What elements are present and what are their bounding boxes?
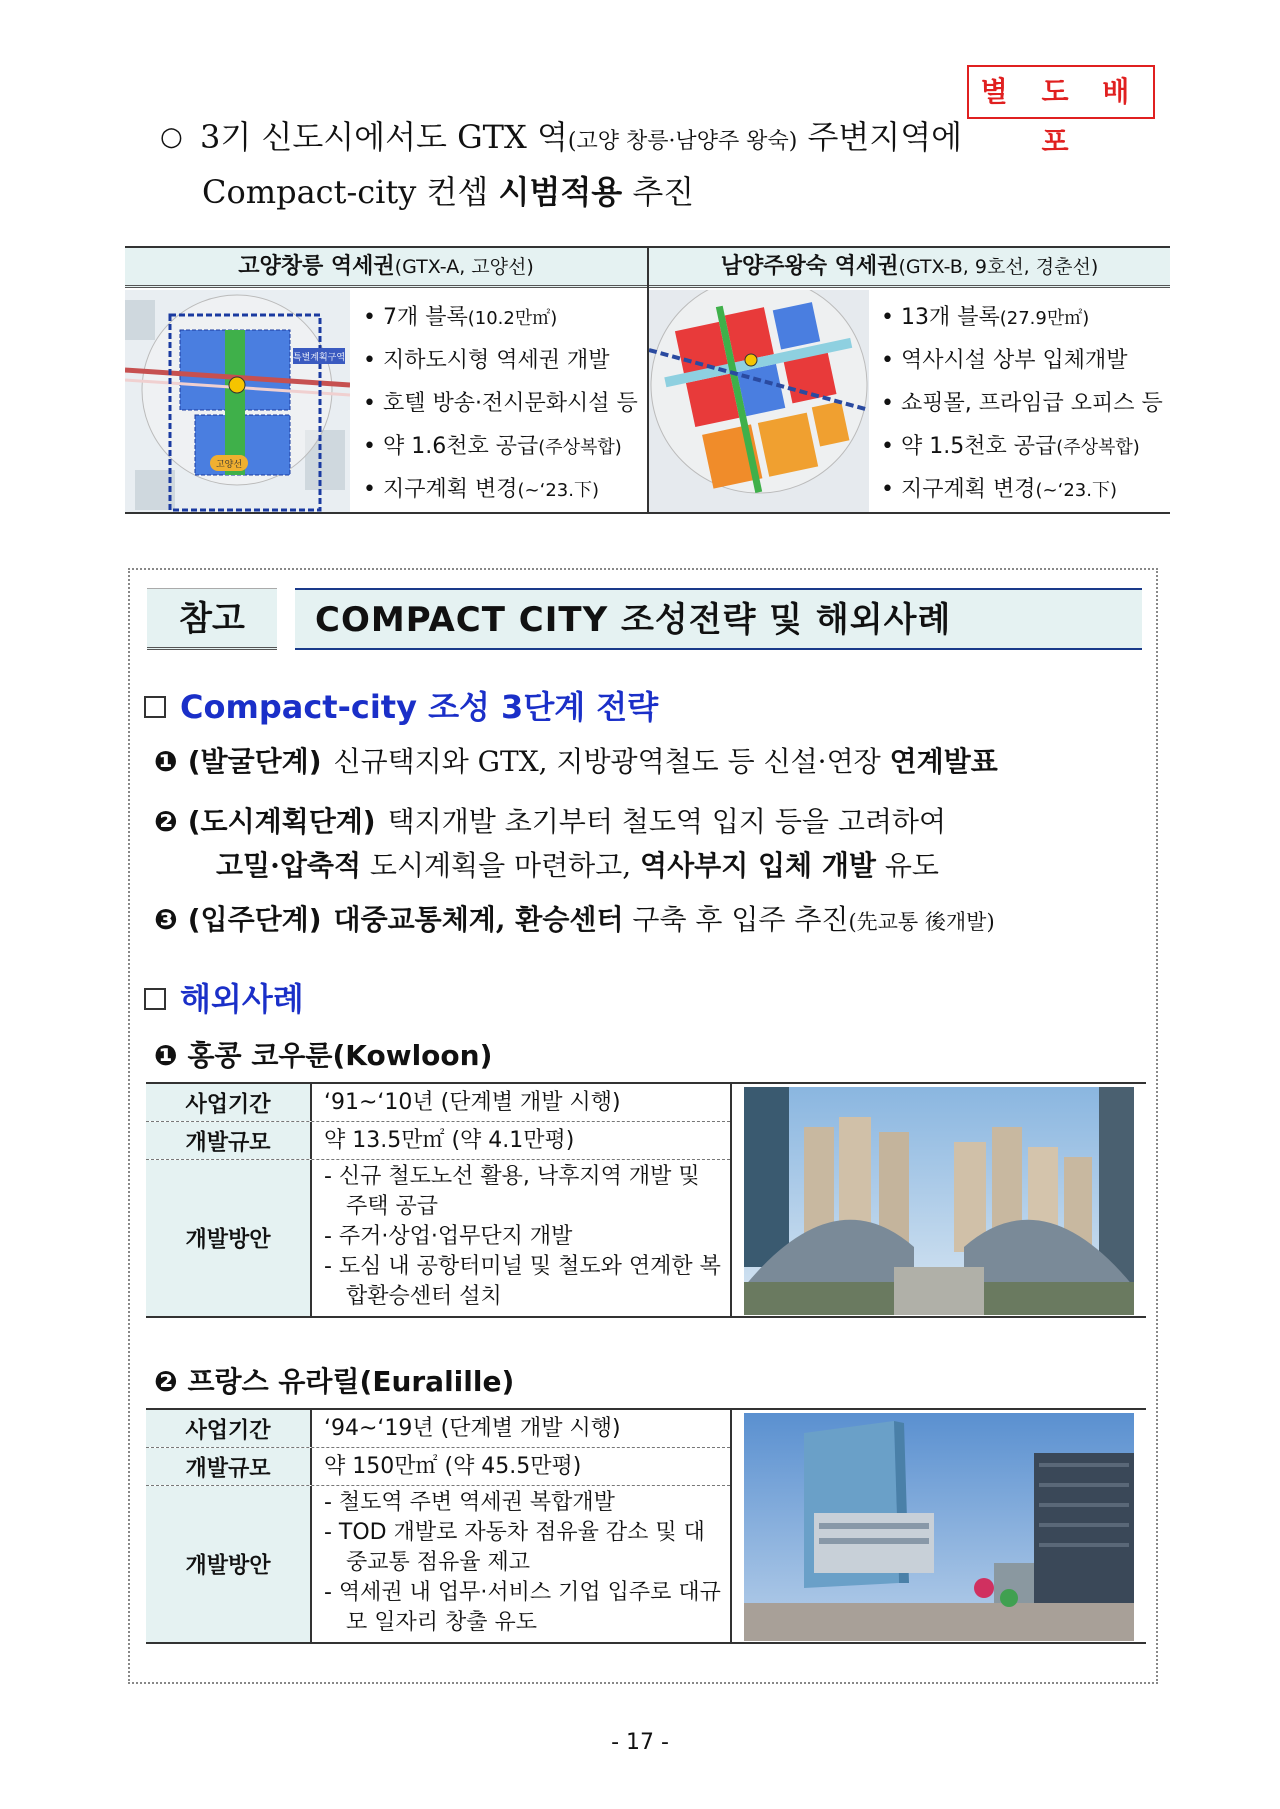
table-row	[146, 1084, 730, 1122]
list-item: • 지하도시형 역세권 개발	[363, 348, 610, 373]
table-row	[146, 1448, 730, 1486]
plan-value: - 신규 철도노선 활용, 낙후지역 개발 및 주택 공급 - 주거·상업·업무단지 개발 - 도심 내 공항터미널 및 철도와 연계한 복합환승센터 설치	[324, 1164, 721, 1309]
strategy-step-3: ❸ (입주단계) 대중교통체계, 환승센터 구축 후 입주 추진(先교통 後개발)	[154, 903, 995, 936]
namyangju-map-image	[649, 290, 869, 512]
period-key: 사업기간	[146, 1410, 312, 1447]
plan-value: - 철도역 주변 역세권 복합개발 - TOD 개발로 자동차 점유율 감소 및 대중교통 점유율 제고 - 역세권 내 업무·서비스 기업 입주로 대규모 일자리 창출 유도	[324, 1490, 721, 1635]
list-item: • 13개 블록(27.9만㎡)	[881, 305, 1090, 330]
lead-paragraph	[160, 112, 1160, 217]
table-row	[146, 1410, 730, 1448]
scale-value: 약 13.5만㎡ (약 4.1만평)	[324, 1128, 575, 1153]
distribution-stamp: 별 도 배 포	[967, 65, 1155, 119]
table-row	[146, 1122, 730, 1160]
namyangju-bullet-list	[881, 296, 1163, 511]
scale-key: 개발규모	[146, 1448, 312, 1485]
plan-key: 개발방안	[146, 1486, 312, 1642]
reference-box	[128, 568, 1158, 1684]
strategy-heading: Compact-city 조성 3단계 전략	[144, 682, 658, 728]
goyang-header: 고양창릉 역세권(GTX-A, 고양선)	[125, 248, 647, 288]
strategy-step-1: ❶ (발굴단계) 신규택지와 GTX, 지방광역철도 등 신설·연장 연계발표	[154, 745, 998, 778]
kowloon-photo	[730, 1084, 1146, 1316]
list-item: • 7개 블록(10.2만㎡)	[363, 305, 558, 330]
lead-bullet: ○	[160, 122, 183, 152]
case-table-euralille	[146, 1408, 1146, 1644]
case-title-kowloon: ❶ 홍콩 코우룬(Kowloon)	[154, 1039, 493, 1072]
lead-line-2: Compact-city 컨셉 시범적용 추진	[202, 173, 695, 211]
table-row	[146, 1486, 730, 1642]
list-item: • 쇼핑몰, 프라임급 오피스 등	[881, 391, 1163, 416]
plan-key: 개발방안	[146, 1160, 312, 1316]
case-table-kowloon	[146, 1082, 1146, 1318]
period-value: ‘91~‘10년 (단계별 개발 시행)	[324, 1090, 621, 1115]
list-item: • 약 1.6천호 공급(주상복합)	[363, 434, 622, 459]
kowloon-photo-svg	[744, 1087, 1134, 1315]
goyang-map-image	[125, 290, 350, 512]
list-item: • 역사시설 상부 입체개발	[881, 348, 1128, 373]
goyang-map-svg	[125, 290, 350, 512]
station-comparison-table	[125, 246, 1170, 514]
scale-key: 개발규모	[146, 1122, 312, 1159]
namyangju-column	[649, 248, 1170, 512]
list-item: • 지구계획 변경(~‘23.下)	[881, 477, 1117, 502]
list-item: • 약 1.5천호 공급(주상복합)	[881, 434, 1140, 459]
checkbox-icon	[144, 988, 166, 1010]
euralille-photo-svg	[744, 1413, 1134, 1641]
table-row	[146, 1160, 730, 1316]
special-district-label: 특별계획구역	[292, 353, 346, 363]
goyang-bullet-list	[363, 296, 638, 511]
euralille-photo	[730, 1410, 1146, 1642]
namyangju-header: 남양주왕숙 역세권(GTX-B, 9호선, 경춘선)	[649, 248, 1170, 288]
period-value: ‘94~‘19년 (단계별 개발 시행)	[324, 1416, 621, 1441]
list-item: • 호텔 방송·전시문화시설 등	[363, 391, 638, 416]
reference-title: COMPACT CITY 조성전략 및 해외사례	[295, 588, 1142, 650]
goyang-column	[125, 248, 647, 512]
case-title-euralille: ❷ 프랑스 유라릴(Euralille)	[154, 1365, 515, 1398]
list-item: • 지구계획 변경(~‘23.下)	[363, 477, 599, 502]
strategy-step-2: ❷ (도시계획단계) 택지개발 초기부터 철도역 입지 등을 고려하여 고밀·압축적 도시계획을 마련하고, 역사부지 입체 개발 유도	[154, 805, 947, 882]
namyangju-map-svg	[649, 290, 869, 512]
reference-tag: 참고	[147, 588, 277, 650]
period-key: 사업기간	[146, 1084, 312, 1121]
page-number: - 17 -	[611, 1730, 669, 1755]
goyang-line-label: 고양선	[215, 460, 243, 470]
lead-line-1: 3기 신도시에서도 GTX 역(고양 창릉·남양주 왕숙) 주변지역에	[200, 118, 963, 156]
checkbox-icon	[144, 696, 166, 718]
scale-value: 약 150만㎡ (약 45.5만평)	[324, 1454, 582, 1479]
overseas-heading: 해외사례	[144, 974, 304, 1020]
